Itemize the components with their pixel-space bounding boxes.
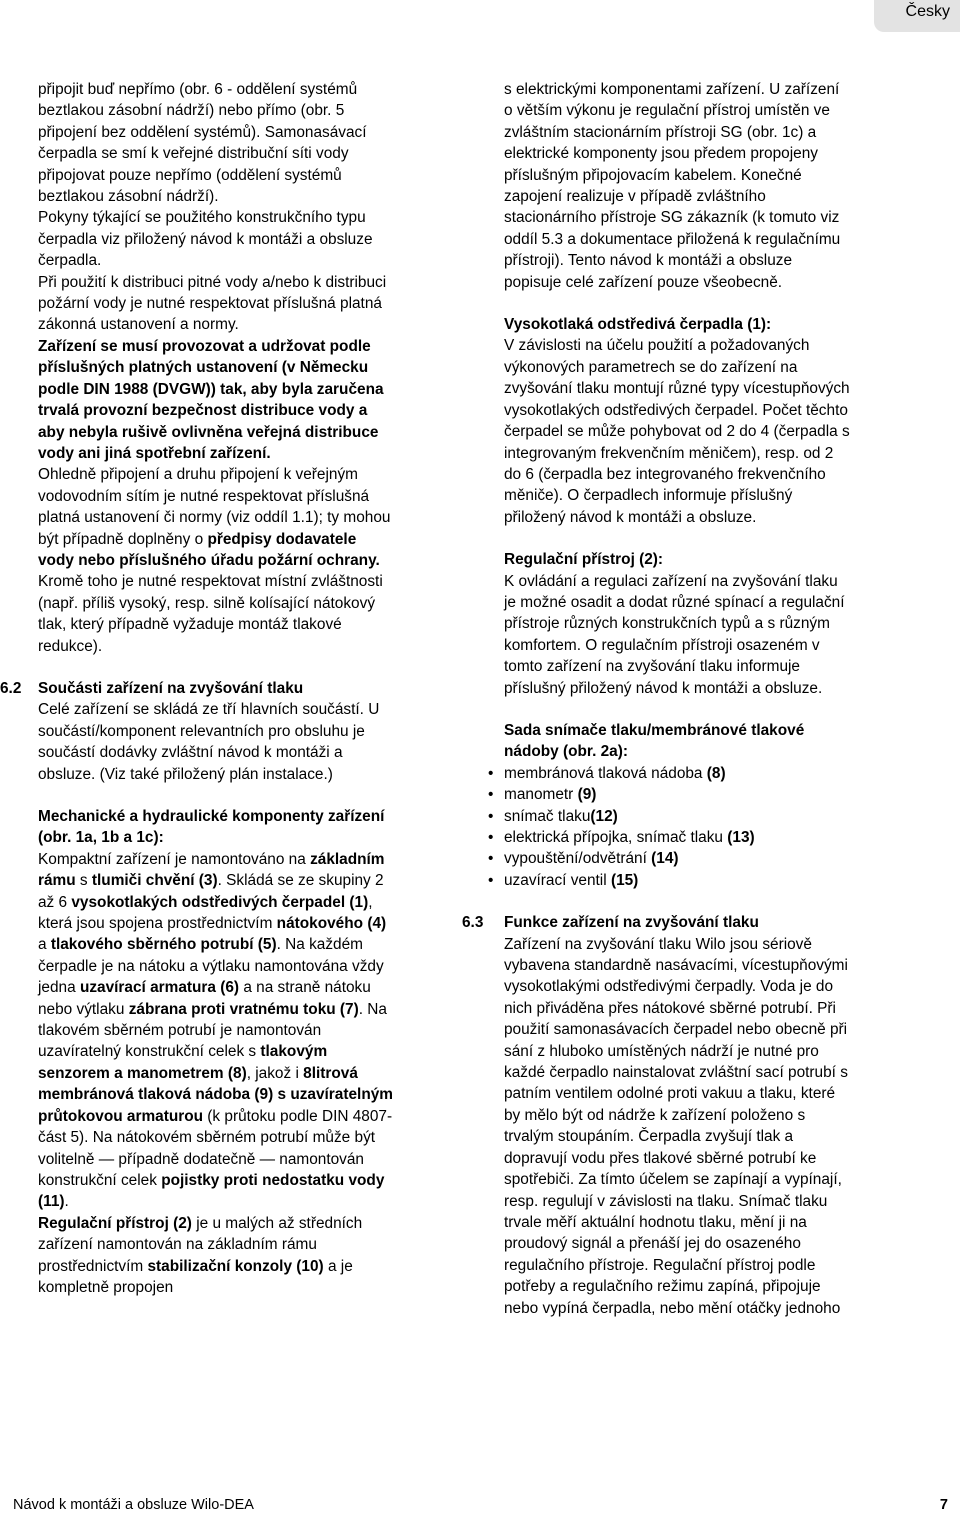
footer-title: Návod k montáži a obsluze Wilo-DEA <box>13 1497 254 1513</box>
left-column <box>0 79 396 1298</box>
list-item: • vypouštění/odvětrání (14) <box>504 848 852 869</box>
controller-title: Regulační přístroj (2): <box>504 551 664 569</box>
right-column <box>462 79 852 1319</box>
paragraph-pump-type: Pokyny týkající se použitého konstrukčního typu čerpadla viz přiložený návod k montáži a obsluze čerpadla. <box>38 209 373 270</box>
paragraph-drinking-water: Při použití k distribuci pitné vody a/nebo k distribuci požární vody je nutné respektovat příslušná platná zákonná ustanovení a normy. <box>38 273 387 334</box>
mechanical-components-text: Kompaktní zařízení je namontováno na základním rámu s tlumiči chvění (3). Skládá se ze skupiny 2 až 6 vysokotlakých odstředivých čerpadel (1), která jsou spojena prostřednictvím nátokového (4) a tlakového sběrného potrubí (5). Na každém čerpadle je na nátoku a výtlaku namontována vždy jedna uzavírací armatura (6) a na straně nátoku nebo výtlaku zábrana proti vratnému toku (7). Na tlakovém sběrném potrubí je namontován uzavíratelný konstrukční celek s tlakovým senzorem a manometrem (8), jakož i 8litrová membránová tlaková nádoba (9) s uzavíratelným průtokovou armaturou (k průtoku podle DIN 4807-část 5). Na nátokovém sběrném potrubí může být volitelně — případně dodatečně — namontován konstrukční celek pojistky proti nedostatku vody (11). <box>38 850 393 1211</box>
pumps-title: Vysokotlaká odstředivá čerpadla (1): <box>504 316 772 334</box>
paragraph-regulations: Ohledně připojení a druhu připojení k veřejným vodovodním sítím je nutné respektovat příslušná platná ustanovení či normy (viz oddíl 1.1); ty mohou být případně doplněny o předpisy dodavatele vody nebo příslušného úřadu požární ochrany. Kromě toho je nutné respektovat místní zvláštnosti (např. příliš vysoký, resp. silně kolísající nátokový tlak, který případně vyžaduje montáž tlakové redukce). <box>38 466 391 655</box>
list-item: • elektrická přípojka, snímač tlaku (13) <box>504 827 852 848</box>
page-number: 7 <box>939 1497 948 1513</box>
section-title: Funkce zařízení na zvyšování tlaku <box>504 914 759 932</box>
section-number: 6.2 <box>0 679 22 697</box>
controller-description: K ovládání a regulaci zařízení na zvyšování tlaku je možné osadit a dodat různé spínací a regulační přístroje různých konstrukčních typů a s různým komfortem. O regulačním přístroji osazeném v tomto zařízení na zvyšování tlaku informuje příslušný přiložený návod k montáži a obsluze. <box>504 572 845 697</box>
paragraph-connection: připojit buď nepřímo (obr. 6 - oddělení systémů beztlakou zásobní nádrží) nebo přímo (obr. 5 připojení bez oddělení systémů). Samonasávací čerpadla se smí k veřejné distribuční síti vody připojovat pouze nepřímo (oddělení systémů beztlakou zásobní nádrží). <box>38 81 367 206</box>
language-tab <box>874 0 960 32</box>
mechanical-components-title: Mechanické a hydraulické komponenty zařízení (obr. 1a, 1b a 1c): <box>38 808 385 847</box>
list-item: • snímač tlaku(12) <box>504 806 852 827</box>
list-item: • uzavírací ventil (15) <box>504 870 852 891</box>
section-text: Zařízení na zvyšování tlaku Wilo jsou sériově vybavena standardně nasávacími, vícestupňovými vysokotlakými odstředivými čerpadly. Voda je do nich přiváděna přes nátokové sběrné potrubí. Při použití samonasávacích čerpadel nebo obecně při sání z hluboko umístěných nádrží je nutné pro každé čerpadlo nainstalovat zvláštní sací potrubí s patním ventilem odolné proti vakuu a tlaku, které by mělo být od nádrže k zařízení položeno s trvalým stoupáním. Čerpadla zvyšují tlak a dopravují vodu přes tlakové sběrné potrubí ke spotřebiči. Za tímto účelem se zapínají a vypínají, resp. regulují v závislosti na tlaku. Snímač tlaku trvale měří aktuální hodnotu tlaku, mění ji na proudový signál a přenáší jej do osazeného regulačního přístroje. Regulační přístroj podle potřeby a regulačního režimu zapíná, připojuje nebo vypíná čerpadla, nebo mění otáčky jednoho <box>504 935 848 1317</box>
section-6-2 <box>0 678 396 785</box>
controller-text: Regulační přístroj (2) je u malých až středních zařízení namontován na základním rámu prostřednictvím stabilizační konzoly (10) a je kompletně propojen <box>38 1214 363 1296</box>
section-6-3 <box>462 912 852 1319</box>
section-number: 6.3 <box>462 914 484 932</box>
list-item: • membránová tlaková nádoba (8) <box>504 763 852 784</box>
section-text: Celé zařízení se skládá ze tří hlavních součástí. U součástí/komponent relevantních pro obsluhu je součástí dodávky zvláštní návod k montáži a obsluze. (Viz také přiložený plán instalace.) <box>38 701 380 783</box>
language-label: Česky <box>905 3 950 20</box>
section-title: Součásti zařízení na zvyšování tlaku <box>38 679 304 697</box>
paragraph-operation-bold: Zařízení se musí provozovat a udržovat podle příslušných platných ustanovení (v Německu podle DIN 1988 (DVGW)) tak, aby byla zaručena trvalá provozní bezpečnost distribuce vody a aby nebyla rušivě ovlivněna veřejná distribuce vody ani jiná spotřební zařízení. <box>38 337 384 462</box>
sensor-kit-title: Sada snímače tlaku/membránové tlakové nádoby (obr. 2a): <box>504 721 805 761</box>
sensor-kit-list <box>504 763 852 891</box>
pumps-text: V závislosti na účelu použití a požadovaných výkonových parametrech se do zařízení na zvyšování tlaku montují různé typy vícestupňových vysokotlakých odstředivých čerpadel. Počet těchto čerpadel se může pohybovat od 2 do 4 (čerpadla s integrovaným frekvenčním měničem), resp. od 2 do 6 (čerpadla bez integrovaného frekvenčního měniče). O čerpadlech informuje příslušný přiložený návod k montáži a obsluze. <box>504 337 850 526</box>
list-item: • manometr (9) <box>504 784 852 805</box>
paragraph-electrical: s elektrickými komponentami zařízení. U zařízení o větším výkonu je regulační přístroj umístěn ve zvláštním stacionárním přístroji SG (obr. 1c) a elektrické komponenty jsou předem propojeny příslušným připojovacím kabelem. Konečné zapojení realizuje v případě zvláštního stacionárního přístroje SG zákazník (k tomuto viz oddíl 5.3 a dokumentace přiložená k regulačnímu přístroji). Tento návod k montáži a obsluze popisuje celé zařízení pouze všeobecně. <box>504 81 841 291</box>
